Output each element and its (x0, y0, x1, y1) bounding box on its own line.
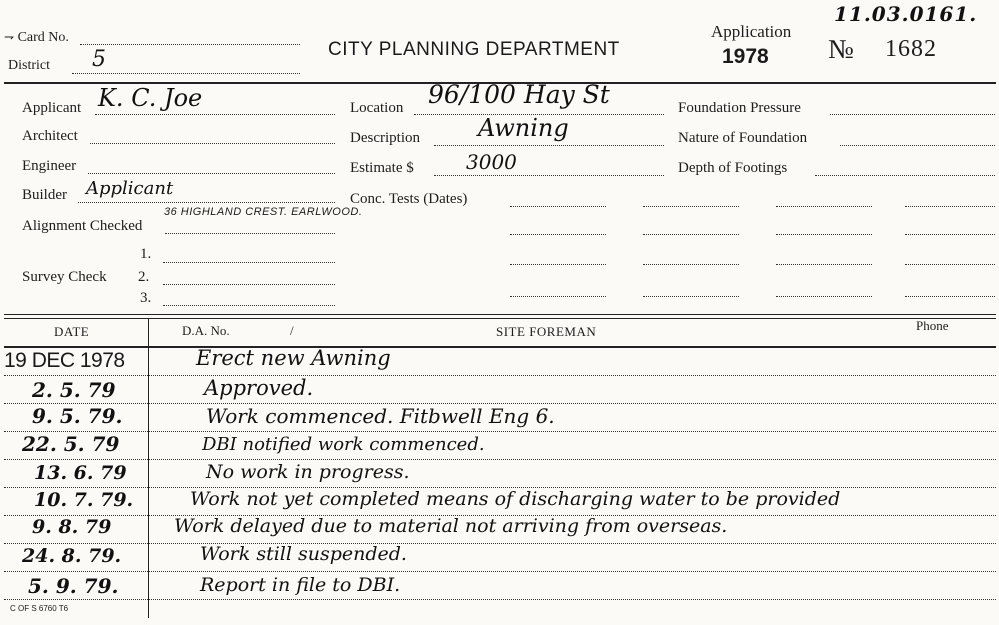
district-value: 5 (92, 47, 106, 72)
alignment-label: Alignment Checked (22, 218, 143, 234)
architect-line (90, 143, 335, 144)
card-no-label: ⇁ Card No. (4, 30, 69, 45)
survey-item-1: 1. (140, 246, 152, 262)
survey-item-3: 3. (140, 290, 152, 306)
date-column-divider (148, 318, 149, 618)
conc-line-2c (776, 234, 872, 235)
conc-line-1d (905, 206, 995, 207)
description-line (434, 145, 664, 146)
entry-date: 13. 6. 79 (34, 462, 127, 484)
entry-note: DBI notified work commenced. (202, 434, 485, 455)
survey-line-2 (163, 284, 335, 285)
entry-date: 19 DEC 1978 (4, 349, 125, 372)
phone-header: Phone (916, 318, 949, 333)
da-slash: / (290, 323, 294, 338)
entry-note: Work commenced. Fitbwell Eng 6. (206, 404, 555, 428)
row-line (4, 543, 996, 544)
page-title: CITY PLANNING DEPARTMENT (328, 39, 620, 60)
entry-date: 24. 8. 79. (22, 545, 122, 567)
conc-line-1b (643, 206, 739, 207)
entry-date: 9. 5. 79. (32, 404, 123, 428)
entry-note: Approved. (204, 376, 314, 400)
da-header: D.A. No. (182, 323, 230, 338)
row-line (4, 431, 996, 432)
form-code: C OF S 6760 T6 (10, 604, 69, 613)
survey-line-1 (163, 262, 335, 263)
row-line (4, 599, 996, 600)
number-symbol: № (828, 34, 854, 64)
conc-line-1c (776, 206, 872, 207)
entry-date: 22. 5. 79 (22, 432, 120, 456)
nature-foundation-line (840, 145, 995, 146)
application-number: 1682 (885, 36, 937, 62)
engineer-label: Engineer (22, 158, 77, 174)
description-value: Awning (478, 114, 569, 142)
entry-date: 2. 5. 79 (32, 378, 116, 402)
builder-label: Builder (22, 187, 67, 203)
builder-address: 36 HIGHLAND CREST. EARLWOOD. (164, 206, 363, 218)
survey-label: Survey Check (22, 269, 107, 285)
location-value: 96/100 Hay St (428, 80, 610, 109)
district-line (72, 73, 300, 74)
conc-line-3d (905, 264, 995, 265)
application-year: 1978 (722, 45, 769, 68)
conc-tests-label: Conc. Tests (Dates) (350, 191, 468, 207)
row-line (4, 571, 996, 572)
entry-note: Report in file to DBI. (200, 574, 401, 596)
location-label: Location (350, 100, 404, 116)
site-foreman-header: SITE FOREMAN (496, 324, 597, 339)
conc-line-3c (776, 264, 872, 265)
survey-item-2: 2. (138, 269, 150, 285)
conc-line-2d (905, 234, 995, 235)
entry-note: Work not yet completed means of discharging water to be provided (190, 488, 841, 510)
conc-line-4a (510, 296, 606, 297)
application-label: Application (711, 22, 792, 41)
survey-line-3 (163, 305, 335, 306)
row-line (4, 459, 996, 460)
nature-foundation-label: Nature of Foundation (678, 130, 808, 146)
row-line (4, 375, 996, 376)
estimate-line (434, 175, 664, 176)
conc-line-3b (643, 264, 739, 265)
conc-line-4c (776, 296, 872, 297)
foundation-pressure-label: Foundation Pressure (678, 100, 801, 116)
depth-footings-line (815, 175, 995, 176)
entry-date: 9. 8. 79 (32, 516, 112, 538)
entry-date: 5. 9. 79. (28, 574, 119, 598)
entry-note: Erect new Awning (196, 346, 391, 370)
date-header: DATE (54, 324, 90, 339)
builder-value: Applicant (86, 178, 174, 199)
table-top-line-2 (4, 318, 996, 319)
conc-line-2b (643, 234, 739, 235)
estimate-value: 3000 (466, 150, 517, 174)
depth-footings-label: Depth of Footings (678, 160, 788, 176)
description-label: Description (350, 130, 420, 146)
conc-line-4d (905, 296, 995, 297)
table-header-bottom (4, 346, 996, 348)
entry-note: No work in progress. (206, 461, 410, 483)
applicant-line (95, 114, 335, 115)
conc-line-1a (510, 206, 606, 207)
architect-label: Architect (22, 128, 78, 144)
engineer-line (88, 173, 335, 174)
foundation-pressure-line (830, 114, 995, 115)
table-top-line (4, 314, 996, 315)
applicant-value: K. C. Joe (98, 84, 203, 112)
entry-note: Work delayed due to material not arriving from overseas. (174, 515, 728, 537)
applicant-label: Applicant (22, 100, 82, 116)
conc-line-2a (510, 234, 606, 235)
alignment-line (165, 233, 335, 234)
builder-line (78, 202, 335, 203)
card-no-line (80, 44, 300, 45)
entry-note: Work still suspended. (200, 543, 407, 565)
reference-number: 11.03.0161. (834, 2, 978, 26)
district-label: District (8, 58, 50, 73)
entry-date: 10. 7. 79. (34, 489, 134, 511)
conc-line-3a (510, 264, 606, 265)
estimate-label: Estimate $ (350, 160, 414, 176)
conc-line-4b (643, 296, 739, 297)
